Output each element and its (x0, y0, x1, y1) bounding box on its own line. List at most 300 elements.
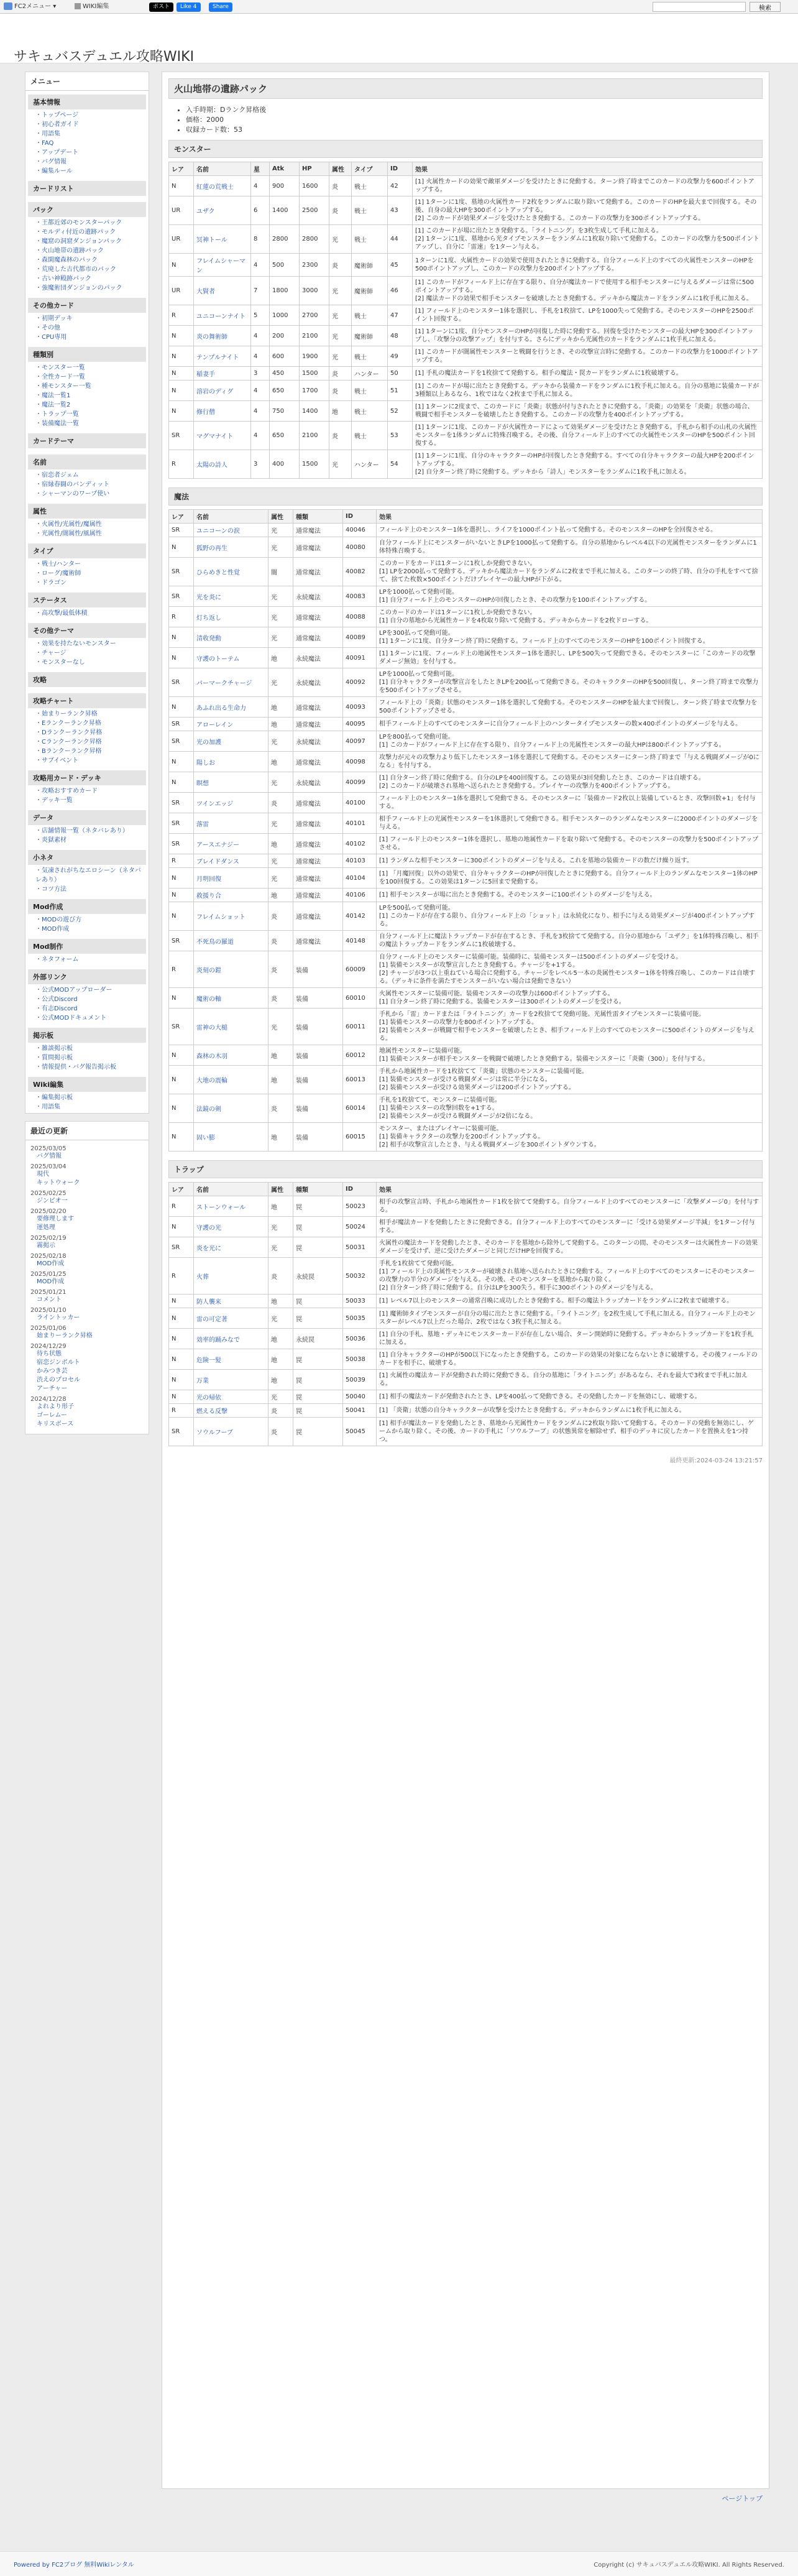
monster-header-cell: タイプ (352, 162, 388, 176)
sidebar-item[interactable]: ・ 情報提供・バグ報告掲示板 (35, 1063, 144, 1072)
card-effect: このカードをカードは1ターンに1枚しか発動できない。 [1] LPを2000払って発動する。デッキから魔法カードをランダムに2枚まで手札に加える。このターンの終了時、自分の手札をすべて捨て、捨てた枚数×500ポイントだけプレイヤーの最大HPが下がる。 (377, 558, 763, 586)
card-name-link[interactable]: 太陽の詩人 (194, 450, 251, 479)
sidebar-item[interactable]: ・ 店舗情報一覧（ネタバレあり） (35, 826, 144, 836)
sidebar-item[interactable]: ・ モルディ付近の遺跡パック (35, 228, 144, 237)
sidebar-item[interactable]: ・ Eランクーランク昇格 (35, 719, 144, 728)
card-effect: 手札を1枚捨てて、モンスターに装備可能。 [1] 装備モンスターの攻撃回数を+1する。 [2] 装備モンスターが受ける戦闘ダメージが2倍になる。 (377, 1094, 763, 1123)
sidebar-group (25, 347, 149, 430)
card-cell: 光 (329, 277, 352, 305)
sidebar-item[interactable]: ・ 編集ルール (35, 167, 144, 176)
recent-item[interactable]: バグ情報 (37, 1153, 62, 1160)
magic-row (169, 868, 763, 889)
card-effect: [1] 1ターンに1度、フィールド上の地属性モンスター1体を選択し、LPを500失って発動できる。そのモンスターに「このカードの攻撃ダメージ無効」を付与する。 (377, 648, 763, 668)
sidebar-group (25, 672, 149, 690)
recent-item[interactable]: ジンピオ一 (37, 1198, 68, 1204)
card-cell: SR (169, 668, 194, 697)
site-title[interactable]: サキュバスデュエル攻略WIKI (14, 49, 195, 65)
card-cell: 通常魔法 (293, 697, 343, 718)
sidebar-item[interactable]: ・ 雑談掲示板 (35, 1044, 144, 1053)
card-effect: [1] 自分キャラクターのHPが500以下になったとき発動する。このカードの効果の対象にならないときに破壊する。その後フィールドのカードを相手に、破壊する。 (377, 1349, 763, 1370)
recent-date: 2024/12/28 (30, 1396, 66, 1403)
sidebar-item[interactable]: ・ アップデート (35, 148, 144, 157)
card-name-link[interactable]: 瞑想 (194, 772, 268, 793)
card-name-link[interactable]: 火葬 (194, 1258, 268, 1295)
card-effect: 攻撃力が元々の攻撃力より低下したモンスター1体を選択して発動する。そのモンスターにターン終了時まで「与える戦闘ダメージが0になる」を付与する。 (377, 752, 763, 772)
sidebar-item[interactable]: ・ 魔窟の洞窟ダンジョンパック (35, 237, 144, 246)
sidebar-group-title: カードリスト (28, 181, 146, 196)
card-name-link[interactable]: 不死鳥の羅道 (194, 931, 268, 951)
fb-share-button[interactable]: Share (209, 2, 232, 12)
sidebar-item[interactable]: ・ 公式Discord (35, 995, 144, 1004)
card-cell: 2100 (300, 326, 329, 346)
card-name-link[interactable]: 光を炎に (194, 586, 268, 607)
sidebar-item[interactable]: ・ 公式MODドキュメント (35, 1013, 144, 1023)
card-name-link[interactable]: 救援り合 (194, 889, 268, 902)
recent-item[interactable]: キリスボース (37, 1421, 74, 1428)
card-cell: 1400 (270, 196, 300, 225)
magic-row (169, 1066, 763, 1094)
sidebar-item[interactable]: ・ 宿縁春闘のバンディット (35, 480, 144, 489)
card-cell: 48 (388, 326, 413, 346)
sidebar-item[interactable]: ・ その他 (35, 323, 144, 333)
card-cell: 40097 (343, 731, 377, 752)
card-name-link[interactable]: 炎の舞術師 (194, 326, 251, 346)
card-cell: 炎 (329, 367, 352, 381)
recent-item[interactable]: MOD作成 (37, 1278, 65, 1285)
card-cell: UR (169, 196, 194, 225)
card-name-link[interactable]: 炎を光に (194, 1237, 268, 1258)
fc2-menu[interactable]: FC2メニュー ▾ (4, 2, 56, 12)
recent-item[interactable]: 要修理します (37, 1216, 74, 1222)
card-cell: SR (169, 422, 194, 450)
sidebar-item[interactable]: ・ トラップ一覧 (35, 410, 144, 419)
sidebar-item[interactable]: ・ 高攻撃/最低体積 (35, 609, 144, 618)
card-name-link[interactable]: 効率的踊みなで (194, 1329, 268, 1349)
magic-row (169, 951, 763, 988)
recent-item[interactable]: ライントッカー (37, 1314, 80, 1321)
sidebar-item[interactable]: ・ ネタフォーム (35, 955, 144, 964)
card-cell: 光 (268, 854, 293, 868)
card-cell: 装備 (293, 1045, 343, 1066)
card-cell: 40093 (343, 697, 377, 718)
footer-powered-by[interactable]: Powered by FC2ブログ 無料Wikiレンタル (14, 2562, 134, 2569)
card-effect: 手札から地属性カードを1枚捨てて「炎衛」状態のモンスターに装備可能。 [1] 装備モンスターが受ける戦闘ダメージは常に半分になる。 [2] 装備モンスターが受ける効果ダメージは200ポイントアップする。 (377, 1066, 763, 1094)
card-name-link[interactable]: ユザク (194, 196, 251, 225)
card-name-link[interactable]: ブレイドダンス (194, 854, 268, 868)
card-cell: N (169, 752, 194, 772)
magic-header-cell: ID (343, 510, 377, 524)
sidebar-group-title: Mod制作 (28, 939, 146, 954)
sidebar-item[interactable]: ・ Dランクーランク昇格 (35, 728, 144, 737)
card-cell: 42 (388, 176, 413, 196)
sidebar-list (25, 560, 149, 589)
card-cell: 2500 (300, 196, 329, 225)
recent-item[interactable]: 運処理 (37, 1224, 55, 1231)
card-cell: SR (169, 558, 194, 586)
sidebar-item[interactable]: ・ MODの遊び方 (35, 915, 144, 925)
magic-row (169, 889, 763, 902)
card-effect: [1] 相手が魔法カードを発動したとき、墓地から光属性カードをランダムに2枚取り除いて発動する。そのカードの発動を無効にし、ゲームから取り除く。その後、カードの手札に「ソウルフーブ」の状態異常を解除せず、相手のデッキに戻したカードを置換えを1つ持つ。 (377, 1418, 763, 1446)
card-name-link[interactable]: 守護のトーテム (194, 648, 268, 668)
card-cell: 光 (329, 346, 352, 367)
card-name-link[interactable]: ストーンウォール (194, 1196, 268, 1217)
card-name-link[interactable]: あふれ出る生命力 (194, 697, 268, 718)
sidebar-item[interactable]: ・ 火山地帯の遺跡パック (35, 246, 144, 256)
sidebar-group-title: 小ネタ (28, 850, 146, 865)
card-cell: 2800 (270, 225, 300, 254)
card-cell: 罠 (293, 1370, 343, 1390)
sidebar-group-title: その他テーマ (28, 623, 146, 638)
card-name-link[interactable]: 危険一髪 (194, 1349, 268, 1370)
sidebar-group-title: 基本情報 (28, 95, 146, 109)
card-name-link[interactable]: 大地の震輪 (194, 1066, 268, 1094)
recent-item[interactable]: 渋えのプロセル (37, 1377, 80, 1383)
card-cell: 1600 (300, 176, 329, 196)
card-name-link[interactable]: テンプルナイト (194, 346, 251, 367)
sidebar-item[interactable]: ・ 初心者ガイド (35, 120, 144, 129)
card-name-link[interactable]: パーマークチャージ (194, 668, 268, 697)
sidebar-list (25, 1044, 149, 1073)
card-cell: 光 (268, 668, 293, 697)
card-name-link[interactable]: アローレイン (194, 718, 268, 731)
sidebar-item[interactable]: ・ 炎獄素材 (35, 836, 144, 845)
card-cell: 6 (251, 196, 270, 225)
card-name-link[interactable]: 炎刻の鎧 (194, 951, 268, 988)
magic-row (169, 931, 763, 951)
sidebar-group (25, 850, 149, 895)
card-cell: 40080 (343, 537, 377, 558)
sidebar-item[interactable]: ・ チャージ (35, 649, 144, 658)
sidebar-item[interactable]: ・ 光属性/闇属性/風属性 (35, 529, 144, 538)
sidebar-item[interactable]: ・ 始まりーランク昇格 (35, 709, 144, 719)
card-cell: 52 (388, 401, 413, 422)
x-post-button[interactable]: ポスト (149, 2, 173, 12)
card-cell: 炎 (268, 1094, 293, 1123)
page-title: 火山地帯の遺跡パック (168, 78, 763, 99)
sidebar-list (25, 915, 149, 935)
recent-updates-title: 最近の更新 (25, 1122, 149, 1140)
sidebar-item[interactable]: ・ ローグ/魔術師 (35, 569, 144, 578)
card-cell: 通常魔法 (293, 524, 343, 537)
sidebar-item[interactable]: ・ CPU専用 (35, 333, 144, 342)
card-cell: N (169, 1349, 194, 1370)
card-cell: 50035 (343, 1308, 377, 1329)
magic-row (169, 718, 763, 731)
sidebar-item[interactable]: ・ 編集掲示板 (35, 1093, 144, 1102)
sidebar-item[interactable]: ・ 森閑魔森林のパック (35, 256, 144, 265)
card-cell: 炎 (268, 951, 293, 988)
card-name-link[interactable]: 雷の可定著 (194, 1308, 268, 1329)
sidebar-item[interactable]: ・ シャーマンのワープ使い (35, 489, 144, 499)
card-name-link[interactable]: フレイムショット (194, 902, 268, 931)
card-cell: N (169, 1390, 194, 1404)
fc2-logo-icon (4, 2, 12, 10)
sidebar-item[interactable]: ・ 装備魔法一覧 (35, 419, 144, 428)
card-cell: 通常魔法 (293, 902, 343, 931)
card-name-link[interactable]: 光の帰依 (194, 1390, 268, 1404)
card-effect: [1] 1ターンに1度、自分モンスターのHPが回復した時に発動する。回復を受けたモンスターの最大HPを300ポイントアップし、「攻撃分の攻撃アップ」を付与する。さらにデッキから光属性のカードをランダムに1枚手札に加える。 (413, 326, 763, 346)
card-effect: 自分フィールド上に魔法トラップカードが存在するとき、手札を3枚捨てて発動する。自分の墓地から「ユザク」を1体特殊召喚し、相手の魔法トラップカードをランダムに1枚破壊する。 (377, 931, 763, 951)
recent-item[interactable]: コメント (37, 1296, 62, 1303)
recent-item[interactable]: かみつき芸 (37, 1368, 68, 1375)
recent-date: 2025/03/05 (30, 1145, 66, 1152)
sidebar-menu-title: メニュー (25, 72, 149, 91)
card-name-link[interactable]: ソウルフーブ (194, 1418, 268, 1446)
card-cell: 50032 (343, 1258, 377, 1295)
magic-table-header (169, 510, 763, 524)
site-header (0, 14, 798, 63)
trap-header-cell: ID (343, 1183, 377, 1196)
card-cell: 装備 (293, 1066, 343, 1094)
card-cell: 戦士 (352, 176, 388, 196)
card-cell: 2100 (300, 422, 329, 450)
card-cell: 1800 (270, 277, 300, 305)
card-name-link[interactable]: 法鏡の剣 (194, 1094, 268, 1123)
card-name-link[interactable]: 冥神トール (194, 225, 251, 254)
recent-date: 2024/12/29 (30, 1343, 66, 1350)
sidebar-item[interactable]: ・ 初期デッキ (35, 314, 144, 323)
sidebar-item[interactable]: ・ 宿恋者ジェム (35, 471, 144, 480)
card-cell: 4 (251, 176, 270, 196)
sidebar-item[interactable]: ・ ドラゴン (35, 578, 144, 588)
card-effect: 手札から「雷」カードまたは「ライトニング」カードを2枚捨てて発動可能。光属性雷タイプモンスターに装備可能。 [1] 装備モンスターの攻撃力を800ポイントアップする。 [2] 装備モンスターが戦闘で相手モンスターを破壊したとき、相手フィールド上のすべてのモンスターに500ポイントのダメージを与える。 (377, 1009, 763, 1045)
monster-section-title: モンスター (168, 140, 763, 158)
card-name-link[interactable]: マグマナイト (194, 422, 251, 450)
magic-row (169, 902, 763, 931)
card-effect: 相手が魔法カードを発動したときに発動できる。自分フィールド上のすべてのモンスターに「受ける効果ダメージ半減」を1ターン付与する。 (377, 1217, 763, 1237)
card-cell: 450 (270, 367, 300, 381)
card-cell: N (169, 346, 194, 367)
magic-row (169, 834, 763, 854)
recent-item[interactable]: 始まりーランク昇格 (37, 1332, 93, 1339)
card-name-link[interactable]: ツインエッジ (194, 793, 268, 813)
card-name-link[interactable]: 固い膨 (194, 1123, 268, 1152)
recent-item[interactable]: よれより形子 (37, 1403, 74, 1410)
card-name-link[interactable]: アースエナジー (194, 834, 268, 854)
search-button[interactable]: 検索 (750, 2, 781, 12)
card-cell: 47 (388, 305, 413, 326)
sidebar-item[interactable]: ・ モンスター一覧 (35, 363, 144, 372)
sidebar-item[interactable]: ・ Cランクーランク昇格 (35, 737, 144, 747)
card-name-link[interactable]: 溶岩のディグ (194, 381, 251, 401)
card-cell: 40092 (343, 668, 377, 697)
sidebar-list (25, 218, 149, 294)
card-cell: 光 (268, 627, 293, 648)
sidebar-item[interactable]: ・ 気凍されがちなエロシーン（ネタバレあり） (35, 866, 144, 885)
card-name-link[interactable]: 清收発動 (194, 627, 268, 648)
recent-item[interactable]: 待ち状態 (37, 1350, 62, 1357)
card-cell: 炎 (268, 988, 293, 1009)
card-cell: 炎 (268, 1418, 293, 1446)
monster-table (168, 162, 763, 479)
sidebar-item[interactable]: ・ デッキ一覧 (35, 796, 144, 805)
card-name-link[interactable]: 狐野の再生 (194, 537, 268, 558)
sidebar-item[interactable]: ・ バグ情報 (35, 157, 144, 167)
card-cell: SR (169, 586, 194, 607)
card-cell: 炎 (329, 422, 352, 450)
card-cell: 49 (388, 346, 413, 367)
sidebar-group-title: 掲示板 (28, 1028, 146, 1043)
magic-row (169, 1094, 763, 1123)
sidebar-item[interactable]: ・ モンスターなし (35, 658, 144, 667)
card-name-link[interactable]: 大賢者 (194, 277, 251, 305)
card-cell: 地 (268, 1295, 293, 1308)
card-effect: [1] 「炎衛」状態の自分キャラクターが攻撃を受けたとき発動する。デッキからランダムに1枚手札に加える。 (377, 1404, 763, 1418)
card-name-link[interactable]: 光の加護 (194, 731, 268, 752)
monster-row (169, 422, 763, 450)
card-cell: SR (169, 718, 194, 731)
card-cell: 60015 (343, 1123, 377, 1152)
sidebar-item[interactable]: ・ 荒廃した古代都市のパック (35, 265, 144, 274)
sidebar-item[interactable]: ・ 効果を持たないモンスター (35, 639, 144, 649)
recent-item[interactable]: アーチャー (37, 1385, 68, 1392)
card-cell: 1000 (270, 305, 300, 326)
card-cell: 罠 (293, 1237, 343, 1258)
sidebar-groups (25, 95, 149, 1113)
card-cell: R (169, 305, 194, 326)
page-top-link[interactable]: ページトップ (722, 2495, 763, 2503)
card-cell: 50041 (343, 1404, 377, 1418)
magic-row (169, 793, 763, 813)
recent-item[interactable]: 霧掲示 (37, 1242, 55, 1249)
card-name-link[interactable]: 防人襲来 (194, 1295, 268, 1308)
monster-row (169, 367, 763, 381)
sidebar-list (25, 1093, 149, 1113)
monster-header-cell: 効果 (413, 162, 763, 176)
recent-item[interactable]: MOD作成 (37, 1260, 65, 1267)
sidebar-list (25, 866, 149, 895)
card-name-link[interactable]: 修行僧 (194, 401, 251, 422)
recent-date: 2025/01/25 (30, 1271, 66, 1278)
card-name-link[interactable]: ユニコーンナイト (194, 305, 251, 326)
card-effect: [1] 手札の魔法カードを1枚捨てて発動する。相手の魔法・罠カードをランダムに1枚破壊する。 (413, 367, 763, 381)
sidebar-group-title: タイプ (28, 543, 146, 558)
sidebar-item[interactable]: ・ Bランクーランク昇格 (35, 747, 144, 756)
sidebar-item[interactable]: ・ MOD作成 (35, 925, 144, 934)
card-effect: LPを500払って発動可能。 [1] このカードが存在する限り、自分フィールド上の「ショット」は永続化になり、相手に与える効果ダメージが400ポイントアップする。 (377, 902, 763, 931)
card-cell: R (169, 854, 194, 868)
sidebar-item[interactable]: ・ 質問掲示板 (35, 1053, 144, 1063)
card-cell: 永続魔法 (293, 668, 343, 697)
card-cell: 地 (268, 1045, 293, 1066)
card-cell: N (169, 889, 194, 902)
card-name-link[interactable]: 紅蓮の荒戦士 (194, 176, 251, 196)
sidebar-group (25, 593, 149, 619)
magic-row (169, 1123, 763, 1152)
card-cell: 光 (268, 731, 293, 752)
pack-info-item: • 価格：2000 (186, 115, 763, 125)
card-cell: 通常魔法 (293, 793, 343, 813)
card-effect: [1] このカードが場に出たとき発動する。デッキから装備カードをランダムに1枚手札に加える。自分の墓地に装備カードが3種類以上あるなら、1枚ではなく2枚まで手札に加える。 (413, 381, 763, 401)
card-name-link[interactable]: 森林の木羽 (194, 1045, 268, 1066)
sidebar-item[interactable]: ・ サブイベント (35, 756, 144, 765)
card-name-link[interactable]: 雷神の大槌 (194, 1009, 268, 1045)
sidebar-list (25, 986, 149, 1024)
card-cell: 光 (268, 1390, 293, 1404)
sidebar-group (25, 455, 149, 500)
recent-date: 2025/02/25 (30, 1190, 66, 1197)
card-name-link[interactable]: 陽しお (194, 752, 268, 772)
card-name-link[interactable]: 月明回復 (194, 868, 268, 889)
card-cell: N (169, 367, 194, 381)
monster-row (169, 176, 763, 196)
search-input[interactable] (653, 2, 746, 12)
trap-row (169, 1329, 763, 1349)
card-cell: 40091 (343, 648, 377, 668)
card-cell: 4 (251, 381, 270, 401)
card-name-link[interactable]: 万業 (194, 1370, 268, 1390)
trap-row (169, 1404, 763, 1418)
card-name-link[interactable]: フレイムシャーマン (194, 254, 251, 277)
card-cell: 通常魔法 (293, 854, 343, 868)
sidebar-item[interactable]: ・ 公式MODアップローダー (35, 986, 144, 995)
recent-item[interactable]: ゴーレムー (37, 1412, 67, 1419)
sidebar-list (25, 826, 149, 846)
sidebar-item[interactable]: ・ 魔法一覧2 (35, 400, 144, 410)
sidebar-item[interactable]: ・ 戦士/ハンター (35, 560, 144, 569)
sidebar-item[interactable]: ・ 有志Discord (35, 1004, 144, 1013)
recent-item[interactable]: 現代 (37, 1171, 49, 1178)
sidebar-item[interactable]: ・ 用語集 (35, 129, 144, 139)
sidebar-item[interactable]: ・ コツ方法 (35, 885, 144, 894)
sidebar-item[interactable]: ・ トップページ (35, 111, 144, 120)
card-cell: 戦士 (352, 196, 388, 225)
card-name-link[interactable]: 魔術の軸 (194, 988, 268, 1009)
sidebar-item[interactable]: ・ 種モンスター一覧 (35, 382, 144, 391)
sidebar-item[interactable]: ・ 全性カード一覧 (35, 372, 144, 382)
card-effect: [1] 「月魔回復」以外の効果で、自分キャラクターのHPが回復したときに発動する。自分フィールド上のランダムなモンスター1体のHPを100回復する。この効果は1ターンに5回まで発動する。 (377, 868, 763, 889)
recent-item[interactable]: 宿恋ジンボルト (37, 1359, 80, 1366)
card-name-link[interactable]: 守護の光 (194, 1217, 268, 1237)
card-cell: 地 (268, 752, 293, 772)
sidebar-item[interactable]: ・ 王都近郊のモンスターパック (35, 218, 144, 228)
card-name-link[interactable]: ひらめきと性覚 (194, 558, 268, 586)
sidebar-list (25, 639, 149, 668)
sidebar-item[interactable]: ・ 用語集 (35, 1102, 144, 1112)
card-name-link[interactable]: 落雷 (194, 813, 268, 834)
magic-row (169, 854, 763, 868)
card-name-link[interactable]: ユニコーンの涙 (194, 524, 268, 537)
card-effect: 相手フィールド上の光属性モンスターを1体選択して発動できる。相手モンスターのランダムなモンスターに2000ポイントのダメージを与える。 (377, 813, 763, 834)
fb-like-button[interactable]: Like 4 (177, 2, 201, 12)
sidebar-item[interactable]: ・ 火属性/光属性/魔属性 (35, 520, 144, 529)
card-cell: 罠 (293, 1418, 343, 1446)
card-cell: 装備 (293, 951, 343, 988)
magic-header-cell: 効果 (377, 510, 763, 524)
card-cell: 装備 (293, 1094, 343, 1123)
card-cell: R (169, 1258, 194, 1295)
recent-item[interactable]: キットウォーク (37, 1180, 80, 1186)
monster-header-cell: 名前 (194, 162, 251, 176)
card-cell: ハンター (352, 450, 388, 479)
sidebar-item[interactable]: ・ 古い神殿跡パック (35, 274, 144, 284)
card-cell: R (169, 607, 194, 627)
card-name-link[interactable]: 燃える反撃 (194, 1404, 268, 1418)
wiki-edit-link[interactable]: WIKI編集 (75, 2, 109, 12)
sidebar-item[interactable]: ・ 強魔術団ダンジョンのパック (35, 284, 144, 293)
card-cell: 60010 (343, 988, 377, 1009)
sidebar-item[interactable]: ・ 魔法一覧1 (35, 391, 144, 400)
card-name-link[interactable]: 稲妻手 (194, 367, 251, 381)
sidebar-group (25, 95, 149, 177)
sidebar-item[interactable]: ・ 攻略おすすめカード (35, 787, 144, 796)
card-cell: R (169, 1404, 194, 1418)
card-name-link[interactable]: 灯ち返し (194, 607, 268, 627)
card-effect: 相手の攻撃宣言時、手札から地属性カード1枚を捨てて発動する。自分フィールド上のすべてのモンスターに「攻撃ダメージ0」を付与する。 (377, 1196, 763, 1217)
card-cell: 60013 (343, 1066, 377, 1094)
sidebar-item[interactable]: ・ FAQ (35, 139, 144, 148)
card-cell: 40083 (343, 586, 377, 607)
